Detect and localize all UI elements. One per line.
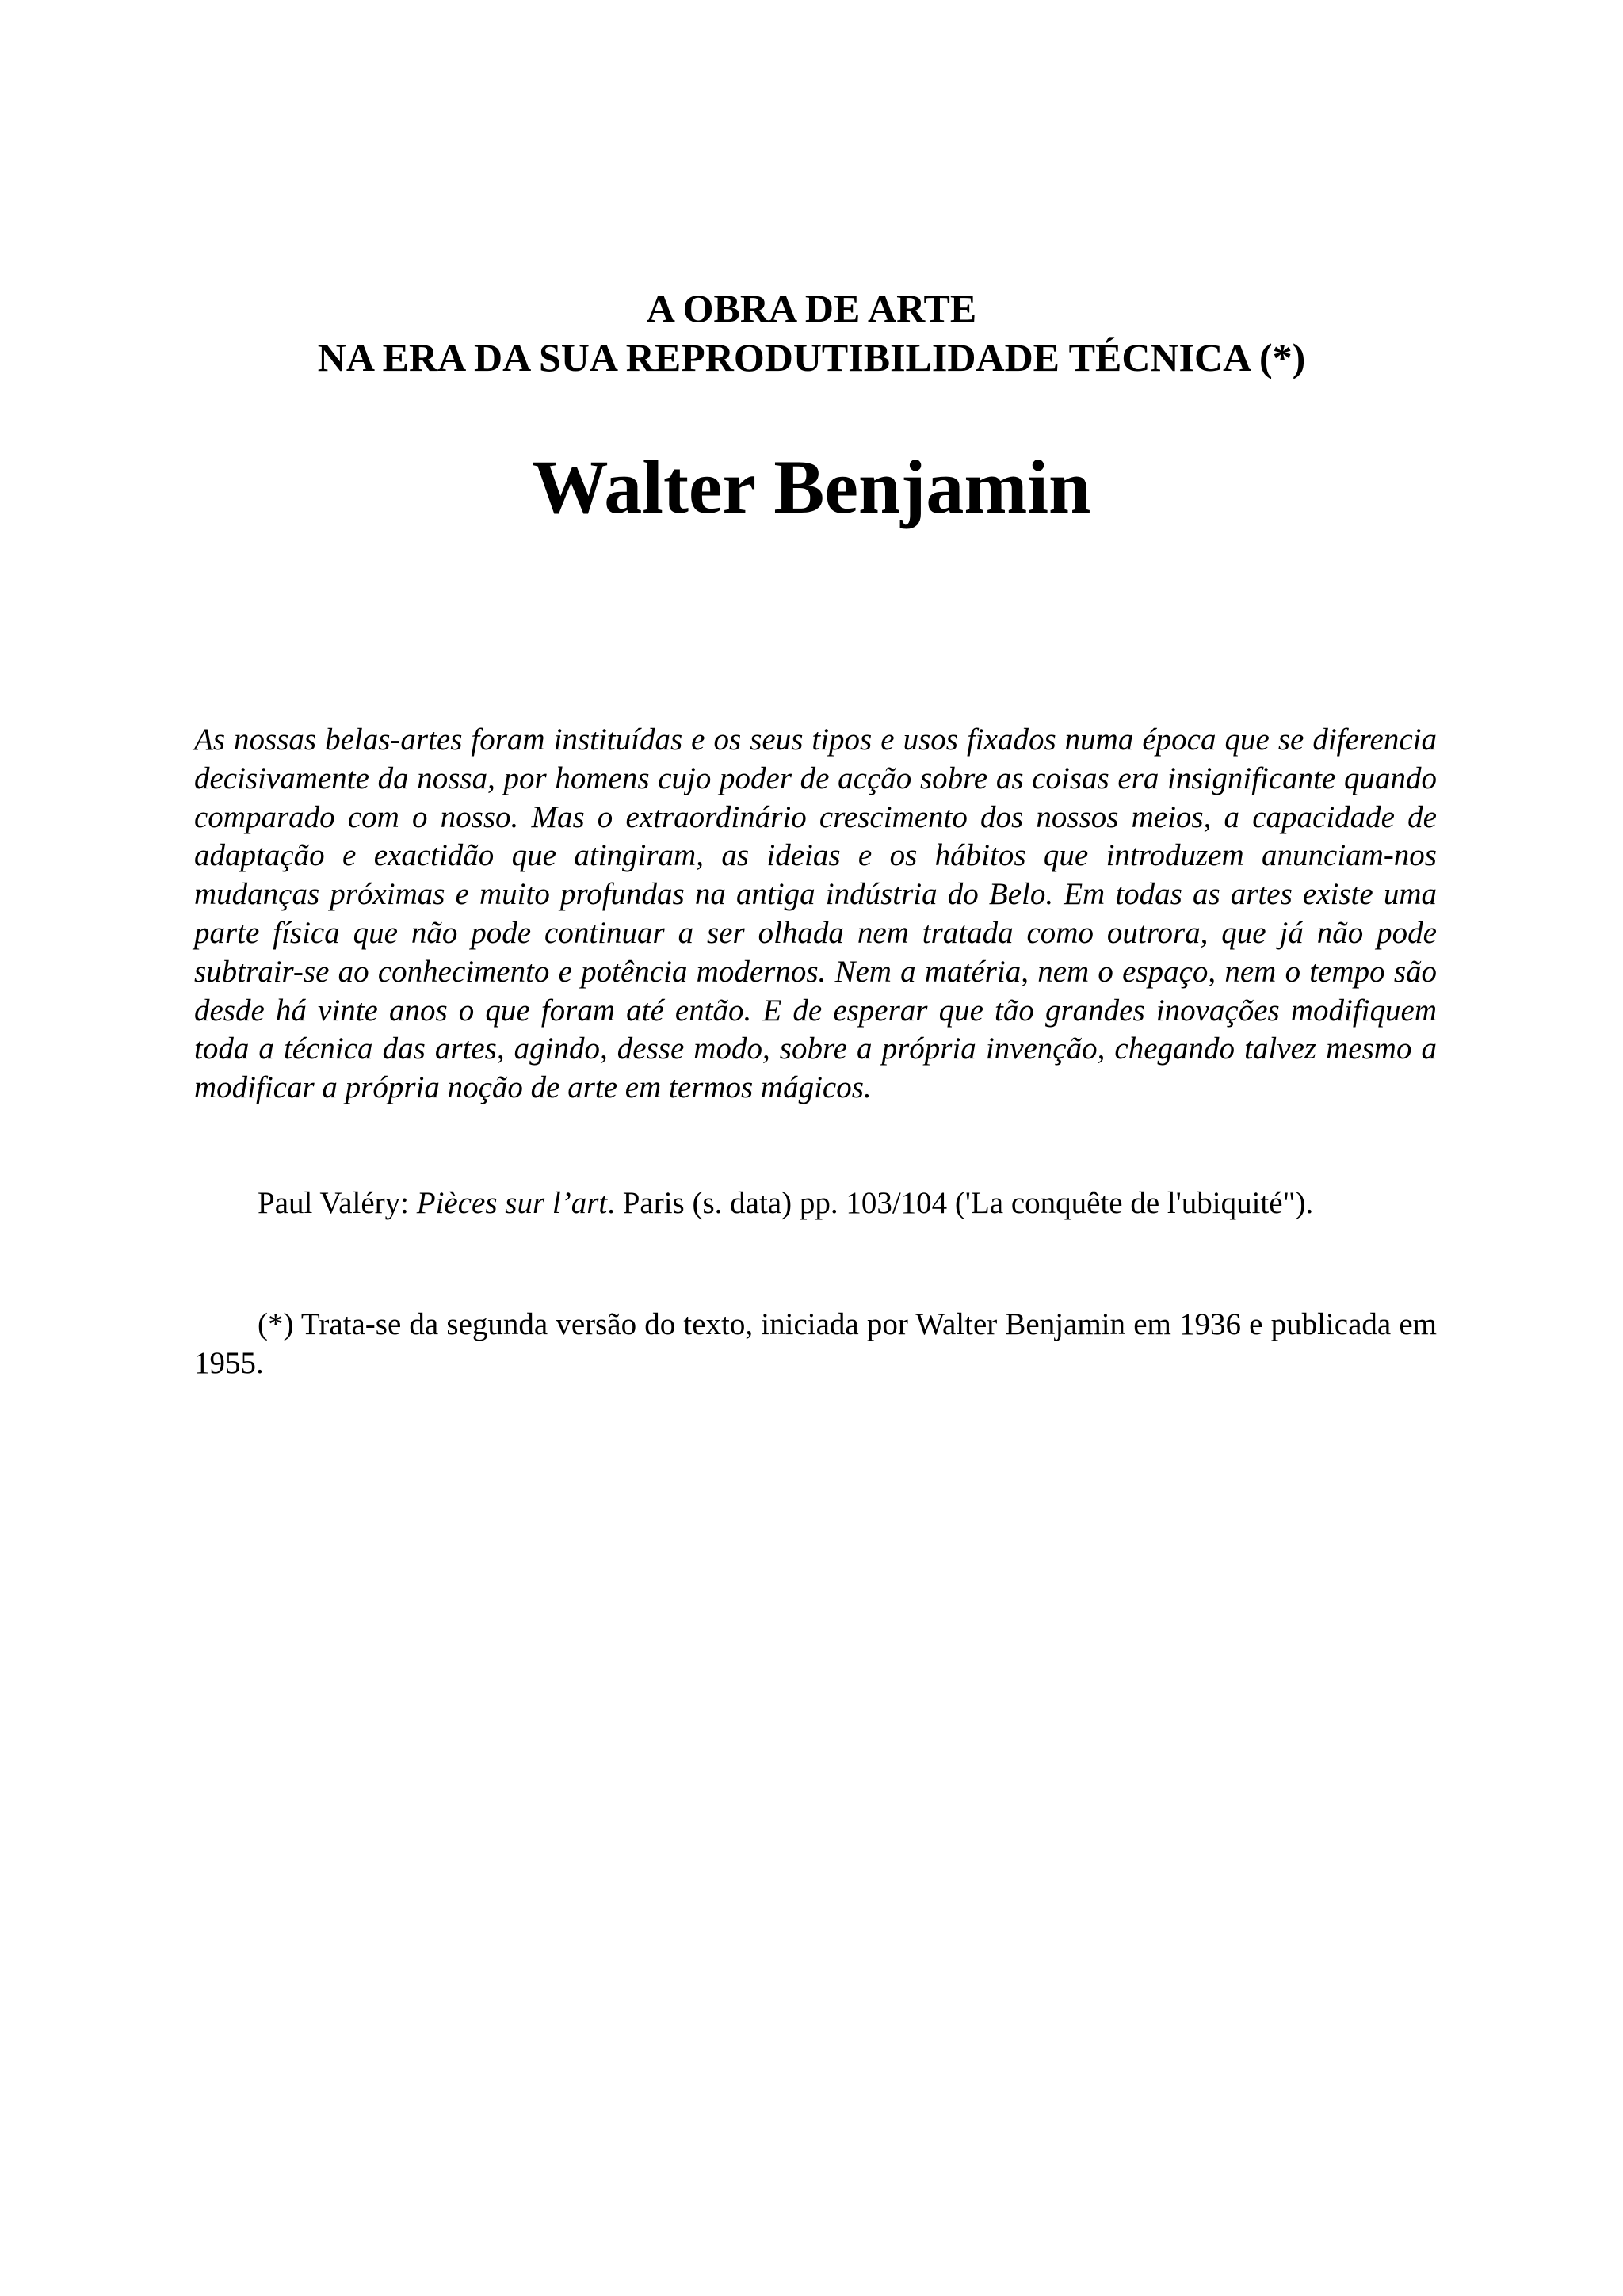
footnote: (*) Trata-se da segunda versão do texto, iniciada por Walter Benjamin em 1936 e publicada em 1955.: [194, 1307, 1437, 1380]
attribution-work: Pièces sur l’art: [416, 1186, 608, 1220]
document-title: [0, 284, 1623, 382]
title-line-1: A OBRA DE ARTE: [646, 286, 977, 330]
author-name: Walter Benjamin: [532, 444, 1091, 529]
title-line-2: NA ERA DA SUA REPRODUTIBILIDADE TÉCNICA (*): [317, 335, 1306, 379]
epigraph-text: As nossas belas-artes foram instituídas e os seus tipos e usos fixados numa época que se diferencia decisivamente da nossa, por homens cujo poder de acção sobre as coisas era insignificante quando comparado com o nosso. Mas o extraordinário crescimento dos nossos meios, a capacidade de adaptação e exactidão que atingiram, as ideias e os hábitos que introduzem anunciam-nos mudanças próximas e muito profundas na antiga indústria do Belo. Em todas as artes existe uma parte física que não pode continuar a ser olhada nem tratada como outrora, que já não pode subtrair-se ao conhecimento e potência modernos. Nem a matéria, nem o espaço, nem o tempo são desde há vinte anos o que foram até então. E de esperar que tão grandes inovações modifiquem toda a técnica das artes, agindo, desse modo, sobre a própria invenção, chegando talvez mesmo a modificar a própria noção de arte em termos mágicos.: [194, 723, 1437, 1105]
epigraph: [194, 721, 1437, 1108]
epigraph-attribution: [258, 1184, 1437, 1223]
attribution-rest: . Paris (s. data) pp. 103/104 ('La conquête de l'ubiquité").: [607, 1186, 1314, 1220]
attribution-author: Paul Valéry:: [258, 1186, 417, 1220]
